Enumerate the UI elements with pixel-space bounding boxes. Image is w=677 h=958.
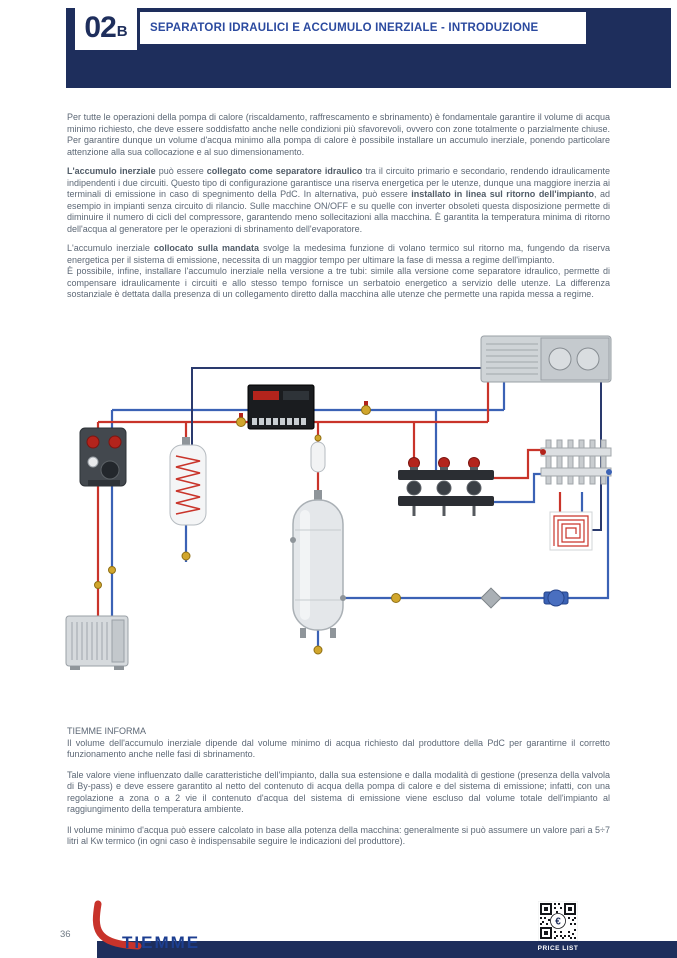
inertial-buffer-tank [290, 490, 346, 638]
filter [481, 588, 501, 608]
page-number: 36 [60, 929, 71, 940]
chapter-badge [75, 8, 137, 50]
price-list-label: PRICE LIST [537, 945, 579, 952]
euro-symbol: € [555, 916, 561, 928]
control-panel [248, 385, 314, 429]
informa-paragraph-3: Il volume minimo d'acqua può essere calcolato in base alla potenza della macchina: generalmente si può assumere un valore pari a 5÷7 litri al Kw termico (in ogni caso è indispensabile seguire le indicazioni del produttore). [67, 824, 610, 846]
intro-paragraph-2: L'accumulo inerziale può essere collegato come separatore idraulico tra il circuito primario e secondario, rendendo idraulicamente indipendenti i due circuiti. Questo tipo di configurazione garantisce una riserva energetica per le utenze, dunque una maggiore inerzia ai terminali di emissione in caso di spegnimento della PdC. In alternativa, può essere installato in linea sul ritorno dell'impianto, ad esempio in impianti senza circuito di rilancio. Sulle macchine ON/OFF e su quelle con inverter obsoleti questa disposizione permette di diminuire il numero di cicli del compressore, garantendo meno sollecitazioni alla macchina. È garantita la temperatura minima di ritorno dell'acqua al generatore per le operazioni di sbrinamento dell'evaporatore. [67, 166, 611, 234]
qr-code [538, 901, 578, 946]
informa-title: TIEMME INFORMA [67, 726, 146, 736]
intro-text [67, 112, 610, 309]
intro-paragraph-1: Per tutte le operazioni della pompa di calore (riscaldamento, raffrescamento e sbrinamento) è fondamentale garantire il volume di acqua minimo richiesto, che deve essere soddisfatto anche nelle condizioni più sfavorevoli, ovvero con zone totalmente o parzialmente chiuse. Per garantire dunque un volume d'acqua minimo alla pompa di calore è possibile installare un accumulo inerziale, ponendo particolare attenzione alla sua collocazione e al suo dimensionamento. [67, 112, 610, 157]
informa-paragraph-1: Il volume dell'accumulo inerziale dipende dal volume minimo di acqua richiesto dal produttore della PdC per garantirne il corretto funzionamento anche nelle fasi di sbrinamento. [67, 737, 610, 759]
title-strip [140, 12, 586, 44]
header-band [66, 8, 671, 88]
pump-group [80, 428, 126, 486]
intro-paragraph-3: L'accumulo inerziale collocato sulla mandata svolge la medesima funzione di volano termico sul ritorno ma, fungendo da riserva energetica per il sistema di emissione, necessita di un maggior tempo per ultimare la fase di messa a regime dell'impianto. [67, 243, 611, 265]
air-handling-unit [481, 336, 611, 382]
page-title: SEPARATORI IDRAULICI E ACCUMULO INERZIALE - INTRODUZIONE [150, 22, 539, 34]
coil-buffer-tank [170, 437, 206, 525]
hydraulic-schematic [36, 330, 641, 705]
circulator-pump [544, 590, 568, 606]
ball-valve [362, 401, 371, 415]
air-dirt-separator [311, 435, 325, 472]
radiant-floor-panel [550, 512, 592, 550]
informa-section [67, 726, 610, 848]
informa-paragraph-2: Tale valore viene influenzato dalle caratteristiche dell'impianto, dalla sua estensione e dalla modalità di gestione (presenza della valvola di By-pass) e deve essere garantito al netto del contenuto di acqua della pompa di calore e del sistema di emissione; infatti, con una regolazione a zona o a 2 vie il contenuto d'acqua del sistema di emissione viene escluso dal volume totale dell'impianto al raggiungimento della temperatura ambiente. [67, 769, 610, 814]
ball-valve [392, 594, 401, 603]
chapter-suffix: B [116, 23, 128, 40]
distribution-manifold [540, 440, 612, 484]
zone-manifold-station [398, 458, 494, 517]
ball-valve [237, 413, 246, 427]
drain-valve [314, 646, 322, 654]
diagram-area [36, 330, 641, 705]
ball-valve [182, 552, 190, 560]
intro-paragraph-4: È possibile, infine, installare l'accumulo inerziale nella versione a tre tubi: simile alla versione come separatore idraulico, permette di compensare idraulicamente i circuiti e allo stesso tempo fornisce un serbatoio energetico a servizio delle utenze. La differenza sostanziale è dettata dalla presenza di un collegamento diretto dalla macchina alle utenze che permette una rapida messa a regime. [67, 266, 610, 299]
heat-pump-outdoor-unit [66, 616, 128, 670]
chapter-number: 02 [84, 11, 116, 44]
tiemme-logo: TIEMME [122, 933, 201, 952]
